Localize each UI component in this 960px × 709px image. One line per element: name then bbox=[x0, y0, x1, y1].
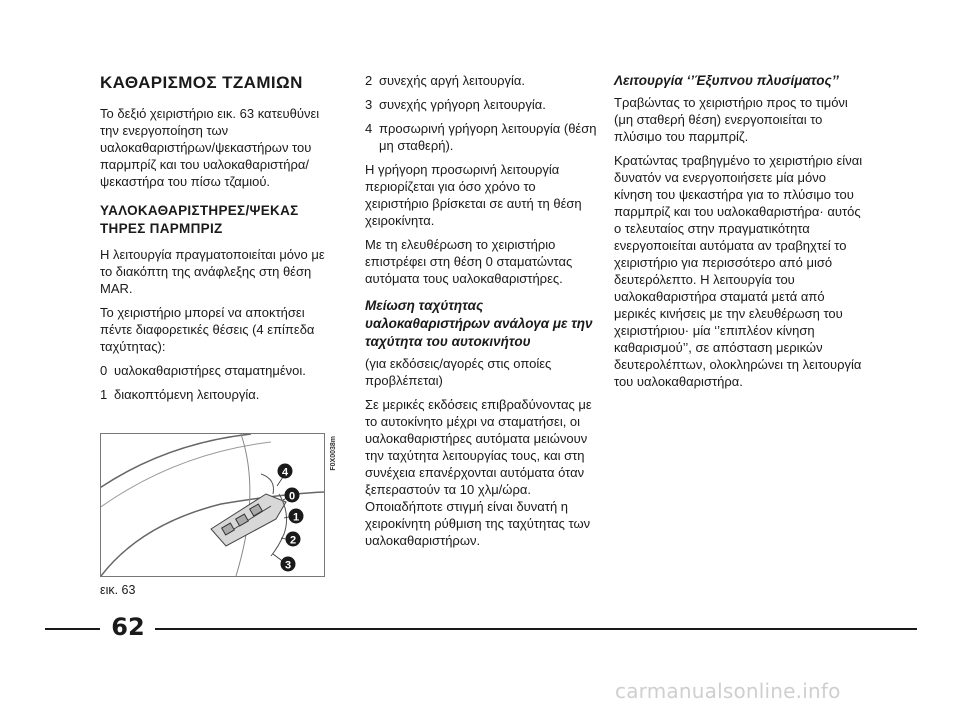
paragraph: Τραβώντας το χειριστήριο προς το τιμόνι (μη σταθερή θέση) ενεργοποιείται το πλύσιμο του παρμπρίζ. bbox=[614, 95, 848, 144]
figure-code: F0X0038m bbox=[330, 436, 337, 471]
intro-paragraph: Το δεξιό χειριστήριο εικ. 63 κατευθύνει την ενεργοποίηση των υαλοκαθαριστήρων/ψεκαστήρων του παρμπρίζ και του υαλοκαθαριστήρα/ ψεκαστήρα του πίσω τζαμιού. bbox=[100, 106, 320, 189]
footer-rule-left bbox=[45, 628, 100, 630]
svg-text:1: 1 bbox=[292, 511, 300, 524]
list-item-number: 1 bbox=[100, 387, 108, 402]
list-item-number: 0 bbox=[100, 363, 108, 378]
paragraph: Η λειτουργία πραγματοποιείται μόνο με το διακόπτη της ανάφλεξης στη θέση MAR. bbox=[100, 247, 325, 296]
position-marker-2 bbox=[286, 532, 301, 547]
list-item bbox=[365, 120, 601, 154]
column-right bbox=[614, 72, 864, 397]
list-item-number: 3 bbox=[365, 97, 373, 112]
paragraph: Η γρήγορη προσωρινή λειτουργία περιορίζεται για όσο χρόνο το χειριστήριο βρίσκεται σε αυτή τη θέση χειροκίνητα. bbox=[365, 162, 582, 228]
list-item bbox=[100, 362, 340, 379]
stalk-illustration bbox=[101, 434, 324, 576]
paragraph: Με τη ελευθέρωση το χειριστήριο επιστρέφει στη θέση 0 σταματώντας αυτόματα τους υαλοκαθαριστήρες. bbox=[365, 237, 573, 286]
list-item-text: συνεχής αργή λειτουργία. bbox=[379, 73, 525, 88]
note-text: (για εκδόσεις/αγορές στις οποίες προβλέπεται) bbox=[365, 356, 552, 388]
svg-text:4: 4 bbox=[281, 466, 289, 479]
list-item bbox=[100, 386, 340, 403]
svg-text:0: 0 bbox=[288, 490, 296, 503]
list-item-text: προσωρινή γρήγορη λειτουργία (θέση μη σταθερή). bbox=[379, 121, 597, 153]
svg-text:3: 3 bbox=[284, 559, 292, 572]
paragraph: Σε μερικές εκδόσεις επιβραδύνοντας με το αυτοκίνητο μέχρι να σταματήσει, οι υαλοκαθαριστήρες αυτόματα μειώνουν την ταχύτητα λειτουργίας τους, και στη συνέχεια επανέρχονται αυτόματα όταν ξεπεραστούν τα 10 χλμ/ώρα. Οποιαδήποτε στιγμή είναι δυνατή η χειροκίνητη ρύθμιση της ταχύτητας των υαλοκαθαριστήρων. bbox=[365, 397, 592, 548]
page-number: 62 bbox=[111, 613, 145, 641]
figure-caption: εικ. 63 bbox=[100, 583, 136, 597]
paragraph: Το χειριστήριο μπορεί να αποκτήσει πέντε διαφορετικές θέσεις (4 επίπεδα ταχύτητας): bbox=[100, 305, 315, 354]
paragraph: Κρατώντας τραβηγμένο το χειριστήριο είναι δυνατόν να ενεργοποιήσετε μία μόνο κίνηση του ψεκαστήρα για το πλύσιμο του παρμπρίζ και του υαλοκαθαριστήρα· αυτός ο τελευταίος στην πραγματικότητα ενεργοποιείται αυτόματα αν τραβηχτεί το χειριστήριο για περισσότερο από μισό δευτερόλεπτο. Η λειτουργία του υαλοκαθαριστήρα σταματά μετά από μερικές κινήσεις με την ελευθέρωση του χειριστήριου· μία ‘’επιπλέον κίνηση καθαρισμού’’, σε απόσταση μερικών δευτερολέπτων, ολοκληρώνει τη λειτουργία του υαλοκαθαριστήρα. bbox=[614, 153, 863, 389]
list-item bbox=[365, 96, 601, 113]
figure-wiper-stalk bbox=[100, 433, 325, 577]
column-middle bbox=[365, 72, 601, 556]
list-item-text: συνεχής γρήγορη λειτουργία. bbox=[379, 97, 546, 112]
watermark: carmanualsonline.info bbox=[615, 679, 841, 703]
list-item-number: 4 bbox=[365, 121, 373, 136]
subsection-heading: Λειτουργία ‘’Έξυπνου πλυσίματος’’ bbox=[614, 73, 839, 88]
position-marker-3 bbox=[281, 557, 296, 572]
list-item-text: υαλοκαθαριστήρες σταματημένοι. bbox=[114, 363, 306, 378]
position-marker-1 bbox=[289, 509, 304, 524]
svg-text:2: 2 bbox=[289, 534, 297, 547]
section-title: ΚΑΘΑΡΙΣΜΟΣ ΤΖΑΜΙΩΝ bbox=[100, 73, 303, 92]
position-marker-4 bbox=[278, 464, 293, 479]
subsection-heading: Μείωση ταχύτητας υαλοκαθαριστήρων ανάλογα με την ταχύτητα του αυτοκινήτου bbox=[365, 298, 593, 349]
position-marker-0 bbox=[285, 488, 300, 503]
footer-rule-right bbox=[155, 628, 917, 630]
list-item-number: 2 bbox=[365, 73, 373, 88]
subsection-title: ΥΑΛΟΚΑΘΑΡΙΣΤΗΡΕΣ/ΨΕΚΑΣ ΤΗΡΕΣ ΠΑΡΜΠΡΙΖ bbox=[100, 203, 299, 236]
list-item bbox=[365, 72, 601, 89]
column-left bbox=[100, 72, 340, 410]
list-item-text: διακοπτόμενη λειτουργία. bbox=[114, 387, 260, 402]
